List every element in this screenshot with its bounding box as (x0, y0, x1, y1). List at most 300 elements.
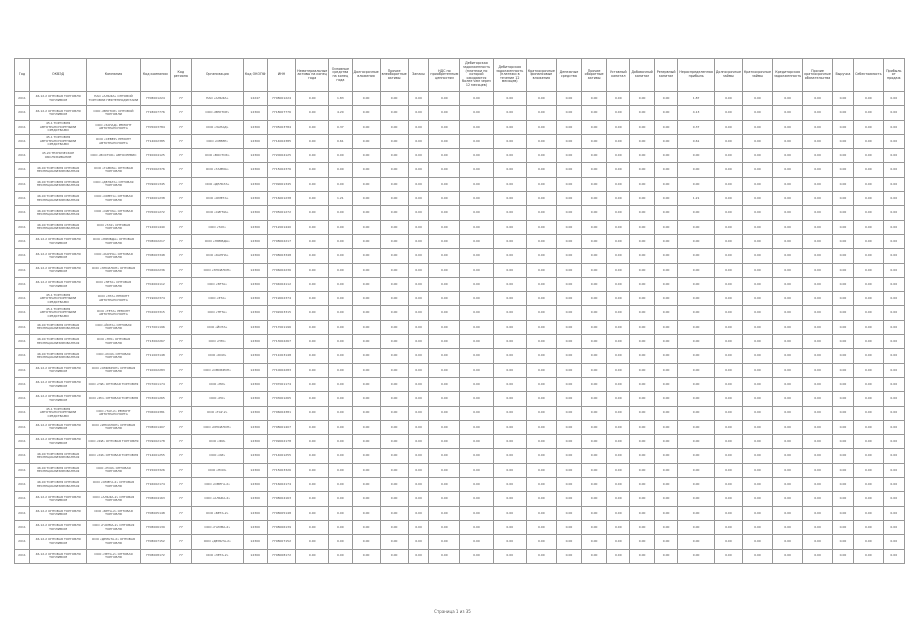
table-cell: 77 (170, 249, 191, 263)
table-cell: 0.00 (352, 492, 380, 506)
column-header: Нематериальные активы на конец года (296, 59, 329, 92)
table-cell: 7720004125 (267, 149, 295, 163)
table-cell: 77 (170, 449, 191, 463)
table-cell: 0.00 (429, 435, 460, 449)
table-cell: 0.00 (714, 463, 742, 477)
table-cell: 7705001272 (267, 206, 295, 220)
table-cell: 0.00 (714, 120, 742, 134)
table-cell: 0.00 (408, 492, 429, 506)
table-cell: 0.00 (296, 163, 329, 177)
table-cell: 0.00 (714, 263, 742, 277)
table-cell: 0.00 (582, 406, 607, 420)
table-cell: 0.00 (883, 292, 904, 306)
table-cell: 0.00 (493, 206, 526, 220)
table-cell: 0.00 (678, 463, 714, 477)
table-cell: 0.00 (832, 263, 853, 277)
table-cell: 12300 (243, 520, 267, 534)
table-cell: 0.00 (493, 349, 526, 363)
header-row (15, 59, 905, 92)
table-cell: 0.00 (329, 292, 352, 306)
table-cell: 0.00 (352, 406, 380, 420)
table-cell: 0.00 (883, 506, 904, 520)
table-cell: 7708004163 (140, 492, 170, 506)
table-cell: ООО «ЗАПАД» (191, 120, 243, 134)
table-cell: 0.00 (380, 206, 408, 220)
table-cell: 12300 (243, 163, 267, 177)
table-cell: 0.00 (883, 363, 904, 377)
table-cell: 0.00 (854, 435, 883, 449)
table-cell: 0.00 (352, 349, 380, 363)
table-cell: 0.00 (854, 249, 883, 263)
table-cell: 0.00 (854, 220, 883, 234)
table-cell: 0.00 (352, 420, 380, 434)
table-cell: 0.00 (408, 478, 429, 492)
table-cell: 2011 (15, 306, 30, 320)
table-cell: 0.00 (773, 149, 803, 163)
table-cell: 0.00 (714, 449, 742, 463)
table-cell: 0.00 (607, 92, 630, 106)
table-cell: 0.00 (556, 206, 581, 220)
table-cell: 0.00 (803, 506, 833, 520)
table-cell: 7718007776 (267, 106, 295, 120)
table-cell: 0.00 (556, 320, 581, 334)
table-cell: 0.00 (296, 192, 329, 206)
table-cell: 0.00 (582, 192, 607, 206)
table-cell: 0.00 (493, 249, 526, 263)
table-cell: 0.00 (883, 435, 904, 449)
column-header: Прочие внеоборотные активы (380, 59, 408, 92)
table-cell: 77 (170, 335, 191, 349)
table-cell: 0.00 (380, 149, 408, 163)
table-cell: 0.00 (883, 320, 904, 334)
table-cell: 0.00 (883, 106, 904, 120)
table-cell: 2011 (15, 320, 30, 334)
table-cell: 0.00 (526, 149, 556, 163)
column-header: Прибыль от продаж (883, 59, 904, 92)
table-cell: 0.00 (803, 392, 833, 406)
column-header: Краткосрочные займы (742, 59, 772, 92)
table-cell: 46.12.2 ОПТОВАЯ ТОРГОВЛЯ ТОПЛИВОМ (29, 506, 86, 520)
table-cell: 0.00 (607, 306, 630, 320)
table-cell: 0.00 (714, 163, 742, 177)
table-cell: 2011 (15, 478, 30, 492)
table-cell: 0.00 (630, 306, 654, 320)
table-cell: 7706002236 (267, 263, 295, 277)
data-table (14, 58, 905, 564)
table-cell: 2011 (15, 435, 30, 449)
table-cell: 0.00 (380, 320, 408, 334)
table-cell: 2011 (15, 163, 30, 177)
table-cell: ООО «АЛЬФА-2» (191, 492, 243, 506)
table-cell: 0.00 (742, 177, 772, 191)
table-cell: 0.00 (329, 406, 352, 420)
table-cell: 0.00 (630, 263, 654, 277)
table-cell: 0.00 (493, 549, 526, 563)
table-cell: 77 (170, 435, 191, 449)
table-cell: 0.00 (329, 249, 352, 263)
table-cell: 0.00 (429, 377, 460, 391)
table-cell: 12300 (243, 277, 267, 291)
table-cell: 0.00 (773, 463, 803, 477)
table-cell: 12247 (243, 92, 267, 106)
table-cell: 0.00 (582, 306, 607, 320)
table-cell: 0.00 (408, 177, 429, 191)
table-cell: 0.00 (854, 549, 883, 563)
table-cell: 0.00 (380, 335, 408, 349)
table-cell: 0.00 (493, 463, 526, 477)
table-cell: 2011 (15, 535, 30, 549)
table-cell: 0.00 (654, 149, 678, 163)
table-cell: 2011 (15, 406, 30, 420)
table-cell: 0.00 (429, 420, 460, 434)
table-cell: 77 (170, 277, 191, 291)
table-cell: 77 (170, 420, 191, 434)
table-cell: 0.00 (742, 249, 772, 263)
table-cell: 0.00 (352, 520, 380, 534)
table-row (15, 463, 905, 477)
table-cell: 0.00 (883, 535, 904, 549)
table-cell: 12300 (243, 106, 267, 120)
table-cell: 0.00 (803, 106, 833, 120)
table-cell: 46.12.2 ОПТОВАЯ ТОРГОВЛЯ ТОПЛИВОМ (29, 249, 86, 263)
table-cell: 0.00 (742, 306, 772, 320)
table-cell: 46.12.2 ОПТОВАЯ ТОРГОВЛЯ ТОПЛИВОМ (29, 234, 86, 248)
table-cell: 0.00 (296, 535, 329, 549)
table-cell: 0.00 (408, 134, 429, 148)
table-cell: 0.00 (742, 120, 772, 134)
table-cell: 0.00 (654, 120, 678, 134)
table-cell: 0.00 (607, 478, 630, 492)
table-cell: 0.00 (714, 149, 742, 163)
table-cell: 0.00 (678, 306, 714, 320)
table-cell: 0.00 (832, 234, 853, 248)
table-cell: 7714001255 (267, 449, 295, 463)
table-cell: 0.00 (773, 549, 803, 563)
table-cell: 2011 (15, 520, 30, 534)
table-cell: 0.00 (460, 520, 493, 534)
table-cell: 0.00 (460, 120, 493, 134)
table-cell: 0.00 (832, 535, 853, 549)
table-cell: 0.00 (582, 535, 607, 549)
table-cell: 0.00 (329, 463, 352, 477)
table-cell: 12300 (243, 420, 267, 434)
table-cell: 0.00 (714, 549, 742, 563)
table-cell: 77 (170, 506, 191, 520)
table-cell: 0.00 (429, 549, 460, 563)
table-cell: ООО «ХИ» ОПТОВАЯ ТОРГОВЛЯ (87, 449, 141, 463)
table-row (15, 163, 905, 177)
table-cell: 7708004163 (267, 492, 295, 506)
table-cell: 0.00 (460, 177, 493, 191)
table-cell: 0.00 (556, 92, 581, 106)
table-cell: 0.00 (630, 120, 654, 134)
table-cell: 77 (170, 106, 191, 120)
table-cell: 7716001238 (267, 192, 295, 206)
table-cell: 12300 (243, 134, 267, 148)
table-cell: 0.00 (352, 134, 380, 148)
table-cell: 0.00 (678, 292, 714, 306)
table-cell: 0.00 (526, 520, 556, 534)
table-cell: 1.21 (678, 192, 714, 206)
table-cell: 0.00 (803, 549, 833, 563)
table-cell: ООО «ИПСИЛОН» (191, 420, 243, 434)
table-cell: 0.00 (742, 292, 772, 306)
table-cell: 77 (170, 306, 191, 320)
table-cell: ООО «ПСИ» (191, 463, 243, 477)
table-cell: 46.12.2 ОПТОВАЯ ТОРГОВЛЯ ТОПЛИВОМ (29, 435, 86, 449)
table-cell: 0.00 (654, 220, 678, 234)
table-cell: ООО «СЕВЕР» (191, 134, 243, 148)
table-cell: 0.00 (582, 349, 607, 363)
table-cell: 0.00 (832, 363, 853, 377)
table-cell: ООО «КСИ» ОПТОВАЯ ТОРГОВЛЯ (87, 349, 141, 363)
table-cell: 0.00 (329, 435, 352, 449)
table-cell: 0.00 (678, 149, 714, 163)
table-cell: 0.00 (854, 92, 883, 106)
table-cell: 0.00 (408, 106, 429, 120)
table-cell: ООО «ЭПСИЛОН» ОПТОВАЯ ТОРГОВЛЯ (87, 263, 141, 277)
table-cell: 0.00 (678, 520, 714, 534)
table-cell: 0.00 (630, 192, 654, 206)
table-cell: 2011 (15, 277, 30, 291)
table-cell: 0.00 (883, 177, 904, 191)
table-cell: 0.00 (526, 335, 556, 349)
table-cell: 0.00 (526, 192, 556, 206)
table-cell: 46.90 ТОРГОВЛЯ ОПТОВАЯ НЕСПЕЦИАЛИЗИРОВАННАЯ (29, 177, 86, 191)
table-cell: 46.90 ТОРГОВЛЯ ОПТОВАЯ НЕСПЕЦИАЛИЗИРОВАННАЯ (29, 192, 86, 206)
table-cell: 0.00 (854, 306, 883, 320)
table-cell: 0.00 (296, 392, 329, 406)
table-cell: 0.00 (630, 277, 654, 291)
table-cell: 0.00 (883, 220, 904, 234)
table-cell: 0.00 (607, 163, 630, 177)
table-cell: 0.00 (460, 506, 493, 520)
table-cell: 0.00 (832, 320, 853, 334)
table-cell: 7706004381 (140, 406, 170, 420)
table-cell: 12300 (243, 149, 267, 163)
table-cell: 0.00 (742, 234, 772, 248)
table-cell: 0.00 (883, 120, 904, 134)
table-cell: 0.00 (582, 449, 607, 463)
table-cell: 0.00 (380, 134, 408, 148)
table-cell: 0.00 (429, 406, 460, 420)
table-cell: 0.00 (460, 335, 493, 349)
table-cell: 77 (170, 392, 191, 406)
column-header: Долгосрочные займы (714, 59, 742, 92)
table-cell: 0.00 (832, 92, 853, 106)
table-cell: 12300 (243, 320, 267, 334)
table-cell: 2011 (15, 220, 30, 234)
table-cell: 77 (170, 134, 191, 148)
table-cell: 0.00 (742, 149, 772, 163)
table-cell: ООО «ДЕЛЬТА-2» (191, 535, 243, 549)
table-cell: 0.00 (380, 506, 408, 520)
table-cell: 0.00 (832, 249, 853, 263)
table-cell: 0.00 (429, 149, 460, 163)
table-cell: 0.00 (803, 192, 833, 206)
table-cell: 0.00 (773, 277, 803, 291)
table-cell: 0.00 (460, 277, 493, 291)
table-cell: 0.00 (630, 478, 654, 492)
table-cell: 0.00 (854, 177, 883, 191)
table-cell: 0.00 (883, 206, 904, 220)
table-cell: 0.00 (329, 392, 352, 406)
table-cell: 0.00 (329, 277, 352, 291)
table-cell: 77 (170, 220, 191, 234)
table-row (15, 320, 905, 334)
table-cell: 0.00 (714, 220, 742, 234)
table-cell: 7716001238 (140, 192, 170, 206)
table-cell: 0.00 (714, 106, 742, 120)
table-cell: 7709002178 (267, 435, 295, 449)
table-cell: ООО «КАППА» ОПТОВАЯ ТОРГОВЛЯ (87, 249, 141, 263)
table-row (15, 277, 905, 291)
table-cell: 2011 (15, 449, 30, 463)
table-cell: 12300 (243, 220, 267, 234)
table-cell: 0.00 (556, 292, 581, 306)
table-cell: 0.00 (854, 206, 883, 220)
table-cell: 0.00 (607, 220, 630, 234)
table-cell: 0.00 (714, 277, 742, 291)
table-cell: 0.00 (408, 206, 429, 220)
table-row (15, 435, 905, 449)
table-cell: 7708001224 (140, 92, 170, 106)
table-cell: 7716002174 (267, 478, 295, 492)
table-cell: 0.00 (582, 549, 607, 563)
table-cell: 0.00 (803, 377, 833, 391)
table-cell: 0.00 (460, 192, 493, 206)
table-row (15, 335, 905, 349)
table-cell: 0.00 (493, 335, 526, 349)
table-cell: 2011 (15, 106, 30, 120)
table-cell: 0.00 (630, 292, 654, 306)
table-cell: 0.00 (526, 363, 556, 377)
table-cell: 46.12.2 ОПТОВАЯ ТОРГОВЛЯ ТОПЛИВОМ (29, 535, 86, 549)
table-cell: 0.00 (678, 420, 714, 434)
table-cell: 77 (170, 349, 191, 363)
table-cell: 7709002178 (140, 435, 170, 449)
table-cell: 0.00 (742, 349, 772, 363)
table-cell: ООО «ЗЕТА-2» ОПТОВАЯ ТОРГОВЛЯ (87, 549, 141, 563)
table-row (15, 149, 905, 163)
table-cell: 0.00 (296, 406, 329, 420)
table-cell: 46.12.2 ОПТОВАЯ ТОРГОВЛЯ ТОПЛИВОМ (29, 277, 86, 291)
table-cell: 0.00 (607, 106, 630, 120)
table-cell: 0.00 (352, 449, 380, 463)
table-cell: 0.00 (607, 377, 630, 391)
table-cell: 0.00 (714, 535, 742, 549)
table-cell: 0.00 (493, 492, 526, 506)
table-cell: 7708005148 (267, 506, 295, 520)
table-cell: 0.00 (773, 92, 803, 106)
table-cell: 0.00 (493, 134, 526, 148)
table-cell: 0.00 (296, 149, 329, 163)
column-header: Денежные средства (556, 59, 581, 92)
table-cell: 0.00 (832, 292, 853, 306)
column-header: Кредиторская задолженность (773, 59, 803, 92)
column-header: Резервный капитал (654, 59, 678, 92)
table-cell: ООО «ВОСТОК» АВТОСЕРВИС (87, 149, 141, 163)
table-cell: 0.00 (678, 506, 714, 520)
table-cell: 0.00 (832, 435, 853, 449)
table-cell: 0.00 (773, 234, 803, 248)
table-cell: 0.00 (556, 435, 581, 449)
table-cell: 0.00 (526, 292, 556, 306)
table-cell: 0.00 (296, 463, 329, 477)
table-cell: 0.00 (630, 134, 654, 148)
table-cell: 0.00 (630, 492, 654, 506)
table-cell: 0.00 (493, 234, 526, 248)
table-cell: 2011 (15, 549, 30, 563)
table-cell: 0.00 (493, 506, 526, 520)
table-cell: 7707001174 (267, 377, 295, 391)
table-cell: 7708003348 (140, 249, 170, 263)
table-cell: 0.00 (630, 149, 654, 163)
table-cell: 0.00 (380, 349, 408, 363)
table-cell: 0.00 (582, 277, 607, 291)
table-cell: 0.00 (352, 363, 380, 377)
table-cell: 0.00 (493, 435, 526, 449)
table-cell: 0.00 (408, 449, 429, 463)
table-cell: 12300 (243, 478, 267, 492)
table-cell: 12300 (243, 206, 267, 220)
table-cell: 0.00 (296, 377, 329, 391)
table-cell: 0.00 (526, 249, 556, 263)
table-cell: 0.00 (607, 277, 630, 291)
table-cell: 0.00 (654, 549, 678, 563)
table-cell: ООО «ОМЕГА-2» ОПТОВАЯ ТОРГОВЛЯ (87, 478, 141, 492)
table-row (15, 134, 905, 148)
table-cell: 0.00 (854, 463, 883, 477)
table-cell: 77 (170, 177, 191, 191)
table-cell: 0.00 (678, 377, 714, 391)
table-cell: 0.00 (742, 549, 772, 563)
table-cell: ООО «ВЕКТОР» ОПТОВОЙ ТОРГОВЛИ (87, 106, 141, 120)
table-cell: 12300 (243, 177, 267, 191)
table-cell: 0.00 (742, 192, 772, 206)
table-cell: 0.00 (678, 277, 714, 291)
table-cell: 0.00 (883, 463, 904, 477)
table-cell: 0.00 (408, 349, 429, 363)
table-cell: 0.00 (607, 463, 630, 477)
table-cell: ООО «КАППА» (191, 249, 243, 263)
table-cell: 0.00 (773, 120, 803, 134)
table-cell: 0.00 (329, 549, 352, 563)
table-cell: 0.00 (408, 420, 429, 434)
table-cell: 0.00 (460, 406, 493, 420)
table-cell: 0.00 (296, 349, 329, 363)
table-row (15, 177, 905, 191)
column-header: Код ОКОПФ (243, 59, 267, 92)
table-cell: 0.00 (582, 335, 607, 349)
table-cell: 0.00 (607, 549, 630, 563)
table-cell: 0.00 (408, 435, 429, 449)
table-cell: 0.00 (380, 292, 408, 306)
table-cell: 7708007152 (140, 535, 170, 549)
table-cell: 0.00 (854, 492, 883, 506)
table-cell: 0.00 (493, 192, 526, 206)
table-cell: 0.00 (380, 263, 408, 277)
table-cell: 0.00 (742, 134, 772, 148)
table-cell: ООО «ЭПСИЛОН» (191, 263, 243, 277)
table-cell: 46.90 ТОРГОВЛЯ ОПТОВАЯ НЕСПЕЦИАЛИЗИРОВАННАЯ (29, 449, 86, 463)
table-cell: 0.00 (773, 435, 803, 449)
table-cell: 2011 (15, 463, 30, 477)
table-cell: 0.00 (329, 335, 352, 349)
table-cell: 0.00 (582, 120, 607, 134)
table-cell: 46.12.2 ОПТОВАЯ ТОРГОВЛЯ ТОПЛИВОМ (29, 263, 86, 277)
table-cell: 0.00 (854, 335, 883, 349)
